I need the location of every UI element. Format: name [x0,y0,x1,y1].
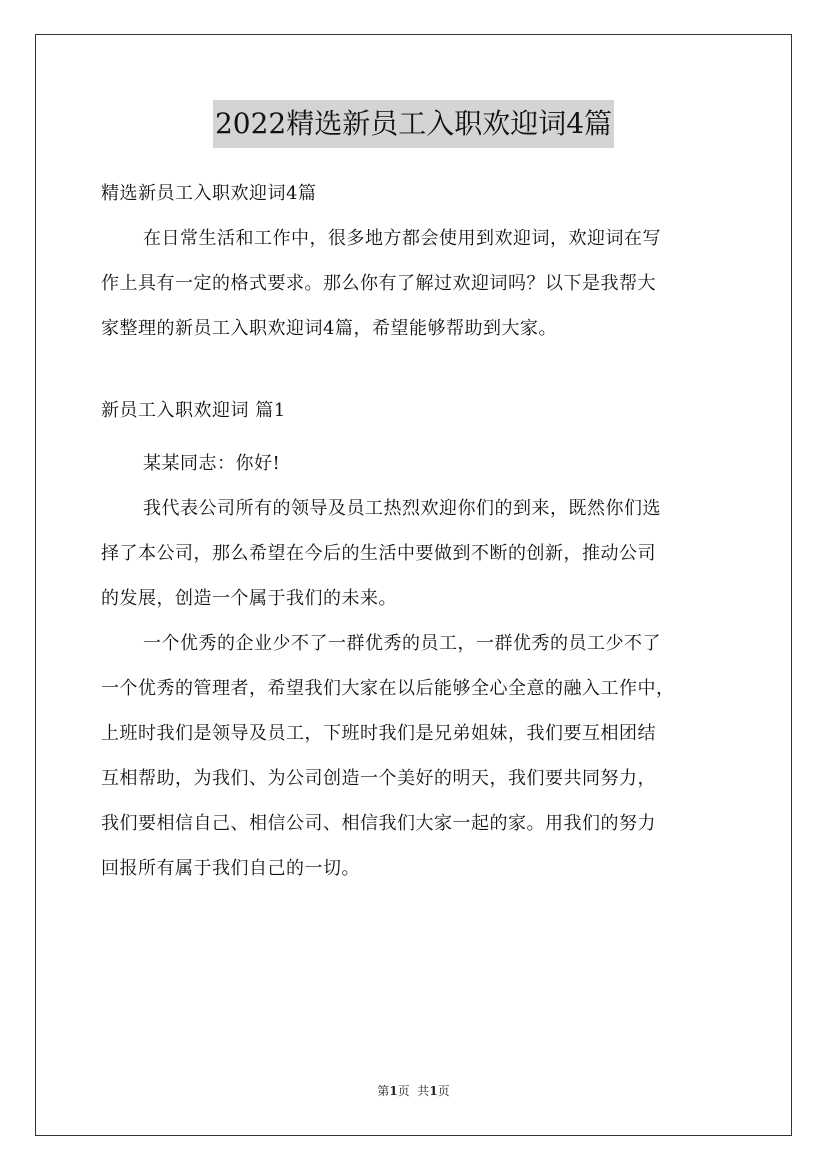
paragraph-line: 我们要相信自己、相信公司、相信我们大家一起的家。用我们的努力 [101,813,656,834]
paragraph-line: 上班时我们是领导及员工，下班时我们是兄弟姐妹，我们要互相团结 [101,723,656,744]
page-label-mid: 页 共 [397,1084,430,1098]
intro-line: 家整理的新员工入职欢迎词4篇，希望能够帮助到大家。 [101,318,557,339]
page-footer [0,1082,827,1099]
paragraph-line: 回报所有属于我们自己的一切。 [101,858,360,879]
salutation: 某某同志：你好! [143,453,281,474]
document-body [101,171,741,891]
paragraph-line: 我代表公司所有的领导及员工热烈欢迎你们的到来，既然你们选 [143,498,661,519]
paragraph-line: 一个优秀的企业少不了一群优秀的员工，一群优秀的员工少不了 [143,633,661,654]
body-paragraph-1 [101,486,741,621]
total-pages-number: 1 [429,1084,438,1098]
paragraph-line: 择了本公司，那么希望在今后的生活中要做到不断的创新，推动公司 [101,543,656,564]
intro-line: 作上具有一定的格式要求。那么你有了解过欢迎词吗？以下是我帮大 [101,273,656,294]
document-subtitle: 精选新员工入职欢迎词4篇 [101,183,317,204]
page-label-prefix: 第 [377,1084,390,1098]
document-title-text: 2022精选新员工入职欢迎词4篇 [213,100,614,148]
paragraph-line: 的发展，创造一个属于我们的未来。 [101,588,397,609]
intro-line: 在日常生活和工作中，很多地方都会使用到欢迎词，欢迎词在写 [143,228,661,249]
paragraph-line: 互相帮助，为我们、为公司创造一个美好的明天，我们要共同努力， [101,768,656,789]
page-label-suffix: 页 [437,1084,450,1098]
intro-paragraph [101,216,741,351]
body-paragraph-2 [101,621,741,891]
section-heading: 新员工入职欢迎词 篇1 [101,400,286,421]
current-page-number: 1 [389,1084,398,1098]
paragraph-line: 一个优秀的管理者，希望我们大家在以后能够全心全意的融入工作中， [101,678,675,699]
document-title [0,98,827,148]
